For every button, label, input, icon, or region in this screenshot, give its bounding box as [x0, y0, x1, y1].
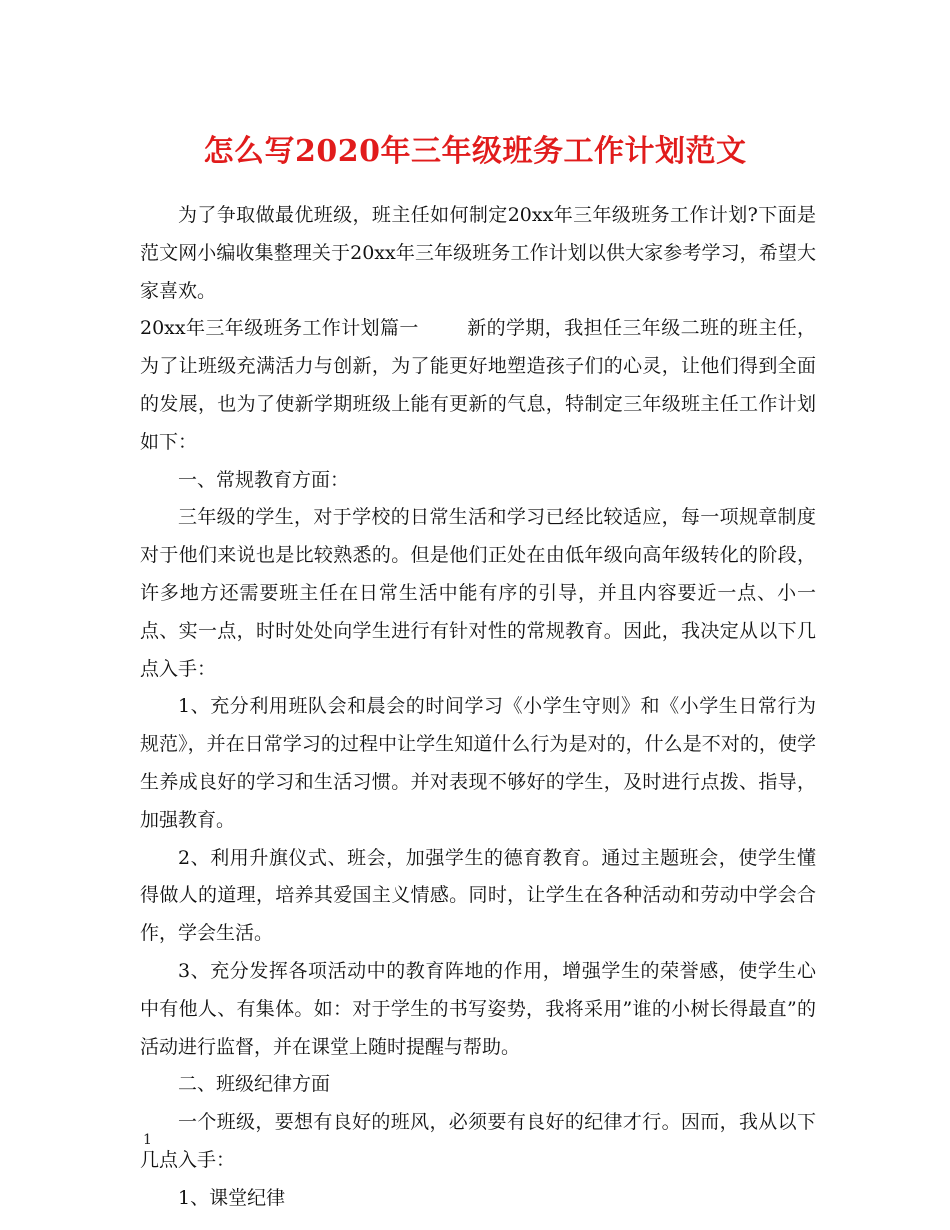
- intro-paragraph: 为了争取做最优班级，班主任如何制定20xx年三年级班务工作计划?下面是范文网小编收集整理关于20xx年三年级班务工作计划以供大家参考学习，希望大家喜欢。: [140, 204, 816, 302]
- list-item-classroom: 1、课堂纪律: [178, 1186, 286, 1209]
- section-heading: 20xx年三年级班务工作计划篇一: [140, 317, 419, 340]
- section-intro-text: 新的学期，我担任三年级二班的班主任，为了让班级充满活力与创新，为了能更好地塑造孩子们的心灵，让他们得到全面的发展，也为了使新学期班级上能有更新的气息，特制定三年级班主任工作计划如下：: [140, 317, 816, 453]
- list-item-2: 2、利用升旗仪式、班会，加强学生的德育教育。通过主题班会，使学生懂得做人的道理，培养其爱国主义情感。同时，让学生在各种活动和劳动中学会合作，学会生活。: [140, 846, 816, 945]
- paragraph-discipline: 一个班级，要想有良好的班风，必须要有良好的纪律才行。因而，我从以下几点入手：: [140, 1111, 816, 1171]
- list-item-1: 1、充分利用班队会和晨会的时间学习《小学生守则》和《小学生日常行为规范》，并在日常学习的过程中让学生知道什么行为是对的，什么是不对的，使学生养成良好的学习和生活习惯。并对表现不够好的学生，及时进行点拨、指导，加强教育。: [140, 695, 816, 831]
- document-body: [140, 197, 816, 1218]
- subheading-routine: 一、常规教育方面：: [178, 468, 350, 491]
- page-number: 1: [143, 1132, 152, 1148]
- subheading-discipline: 二、班级纪律方面: [178, 1073, 331, 1096]
- document-title: 怎么写2020年三年级班务工作计划范文: [203, 134, 747, 169]
- paragraph-routine: 三年级的学生，对于学校的日常生活和学习已经比较适应，每一项规章制度对于他们来说也是比较熟悉的。但是他们正处在由低年级向高年级转化的阶段，许多地方还需要班主任在日常生活中能有序的引导，并且内容要近一点、小一点、实一点，时时处处向学生进行有针对性的常规教育。因此，我决定从以下几点入手：: [140, 506, 816, 680]
- list-item-3: 3、充分发挥各项活动中的教育阵地的作用，增强学生的荣誉感，使学生心中有他人、有集体。如：对于学生的书写姿势，我将采用”谁的小树长得最直”的活动进行监督，并在课堂上随时提醒与帮助。: [140, 959, 816, 1058]
- section-paragraph: [140, 310, 816, 461]
